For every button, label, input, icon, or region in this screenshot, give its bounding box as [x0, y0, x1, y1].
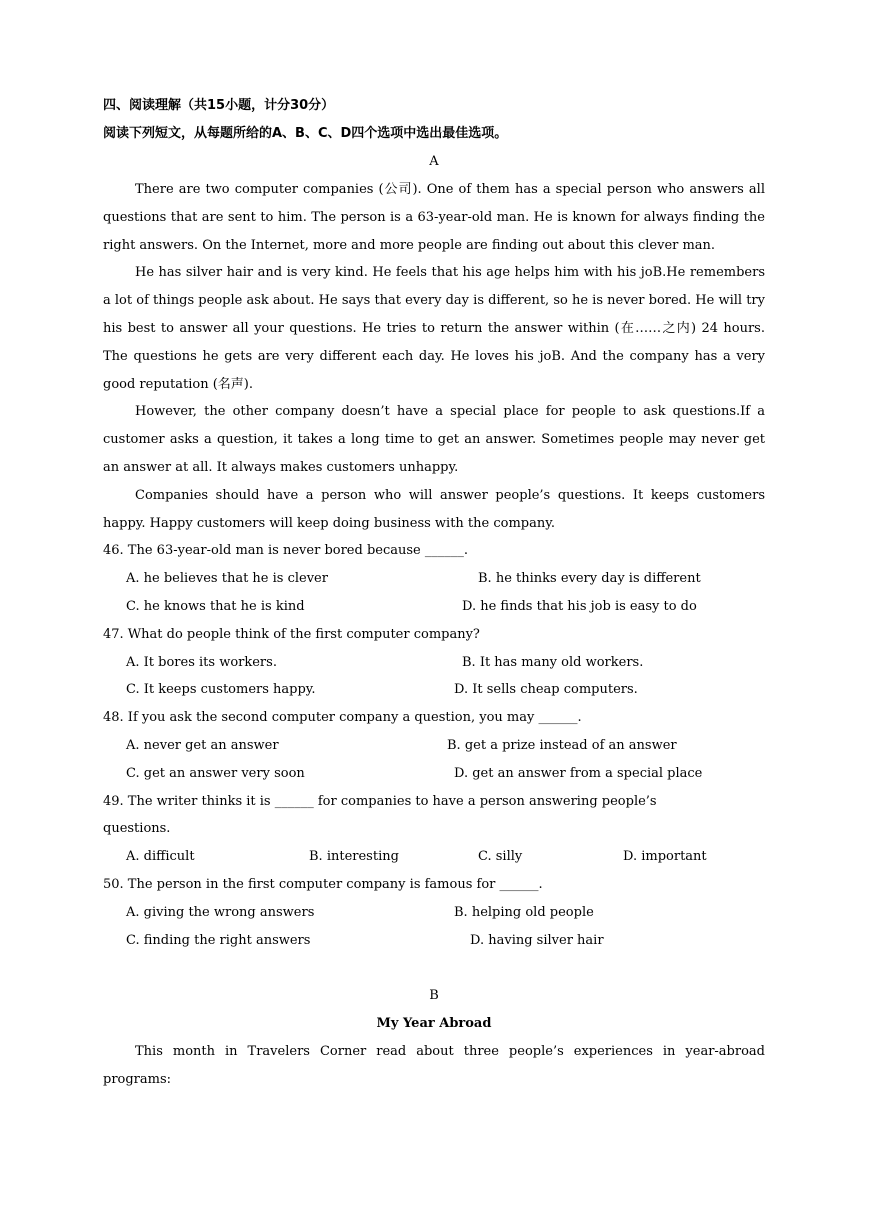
question-48-option-c[interactable]: C. get an answer very soon [126, 765, 305, 781]
question-46-stem: 46. The 63-year-old man is never bored because ______. [103, 543, 468, 559]
passage-a-paragraph-3: However, the other company doesn’t have a special place for people to ask questions.If a customer asks a question, it takes a long time to get an answer. Sometimes people may never get an answer at all. It always makes customers unhappy. [103, 404, 765, 475]
question-48-options-row-2 [103, 760, 765, 788]
question-50-option-d[interactable]: D. having silver hair [470, 932, 604, 948]
question-50-option-b[interactable]: B. helping old people [454, 904, 594, 920]
question-46-option-a[interactable]: A. he believes that he is clever [126, 571, 328, 587]
question-46-option-b[interactable]: B. he thinks every day is different [478, 571, 701, 587]
question-47-option-a[interactable]: A. It bores its workers. [126, 654, 277, 670]
question-49-option-c[interactable]: C. silly [478, 849, 523, 865]
question-46-options-row-2 [103, 593, 765, 621]
passage-a-paragraph-4: Companies should have a person who will answer people’s questions. It keeps customers happy. Happy customers will keep doing business with the company. [103, 487, 765, 531]
passage-a-paragraph-1: There are two computer companies (公司). One of them has a special person who answers all questions that are sent to him. The person is a 63-year-old man. He is known for always finding the right answers. On the Internet, more and more people are finding out about this clever man. [103, 182, 765, 253]
question-47-option-b[interactable]: B. It has many old workers. [462, 654, 644, 670]
passage-b-label: B [429, 988, 439, 1004]
passage-b-title: My Year Abroad [376, 1015, 492, 1031]
question-48-options-row-1 [103, 732, 765, 760]
question-46-option-c[interactable]: C. he knows that he is kind [126, 598, 305, 614]
question-46-options-row-1 [103, 565, 765, 593]
question-46-option-d[interactable]: D. he finds that his job is easy to do [462, 598, 697, 614]
question-49-stem-line-1: 49. The writer thinks it is ______ for companies to have a person answering people’s [103, 793, 657, 809]
section-instruction: 阅读下列短文，从每题所给的A、B、C、D四个选项中选出最佳选项。 [103, 126, 508, 141]
question-47-stem: 47. What do people think of the first computer company? [103, 626, 480, 642]
question-48-option-d[interactable]: D. get an answer from a special place [454, 765, 703, 781]
question-50-option-c[interactable]: C. finding the right answers [126, 932, 311, 948]
question-48-stem: 48. If you ask the second computer company a question, you may ______. [103, 710, 582, 726]
question-49-options-row [103, 843, 765, 871]
question-50-options-row-1 [103, 899, 765, 927]
question-47-options-row-2 [103, 676, 765, 704]
question-47-option-c[interactable]: C. It keeps customers happy. [126, 682, 316, 698]
question-49-option-a[interactable]: A. difficult [126, 849, 195, 865]
passage-b-intro: This month in Travelers Corner read about three people’s experiences in year-abroad programs: [103, 1043, 765, 1087]
question-48-option-b[interactable]: B. get a prize instead of an answer [447, 737, 677, 753]
question-50-stem: 50. The person in the first computer company is famous for ______. [103, 876, 543, 892]
passage-a-paragraph-2: He has silver hair and is very kind. He feels that his age helps him with his joB.He remembers a lot of things people ask about. He says that every day is different, so he is never bored. He will try his best to answer all your questions. He tries to return the answer within (在……之内) 24 hours. The questions he gets are very different each day. He loves his joB. And the company has a very good reputation (名声). [103, 265, 765, 392]
question-49-option-b[interactable]: B. interesting [309, 849, 399, 865]
content-area [103, 92, 765, 1093]
question-47-option-d[interactable]: D. It sells cheap computers. [454, 682, 638, 698]
question-49-option-d[interactable]: D. important [623, 849, 707, 865]
question-48-option-a[interactable]: A. never get an answer [126, 737, 279, 753]
question-50-option-a[interactable]: A. giving the wrong answers [126, 904, 315, 920]
question-49-stem-line-2: questions. [103, 821, 171, 837]
question-50-options-row-2 [103, 927, 765, 955]
spacer [103, 954, 765, 982]
question-47-options-row-1 [103, 649, 765, 677]
passage-a-label: A [429, 154, 439, 169]
section-title: 四、阅读理解（共15小题，计分30分） [103, 98, 335, 113]
